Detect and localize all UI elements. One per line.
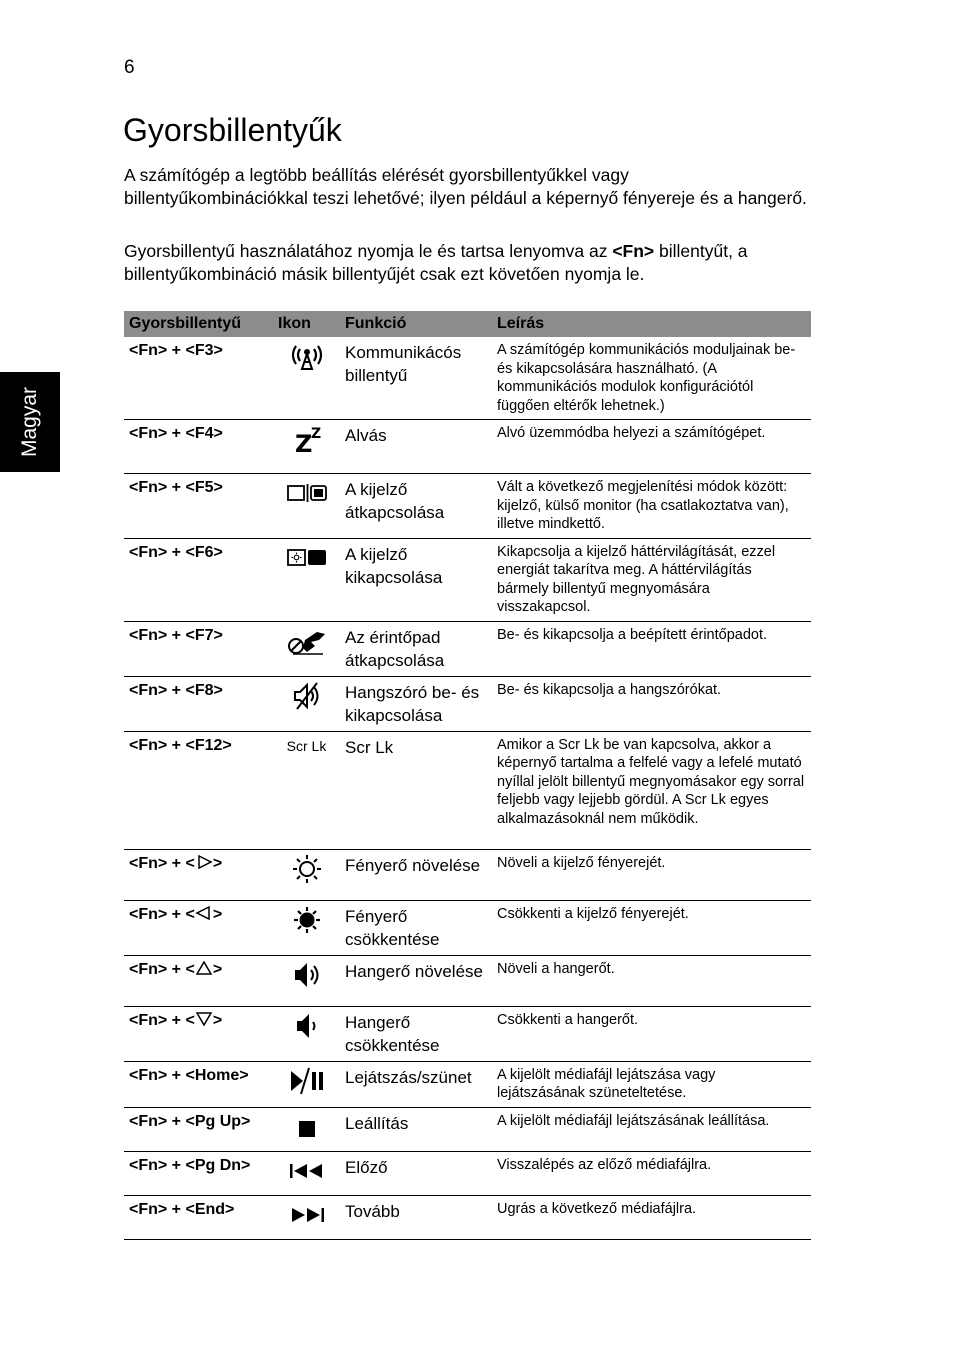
description-cell: Be- és kikapcsolja a beépített érintőpadot.	[492, 621, 811, 676]
function-cell: Fényerő csökkentése	[340, 900, 492, 955]
hotkey-cell: <Fn> + <F8>	[124, 676, 273, 731]
function-cell: Az érintőpad átkapcsolása	[340, 621, 492, 676]
sleep-icon	[287, 424, 327, 454]
table-row	[124, 538, 811, 621]
description-cell: Amikor a Scr Lk be van kapcsolva, akkor a képernyő tartalma a felfelé vagy a lefelé mutató nyíllal jelölt billentyű megnyomásakor egy sorral feljebb vagy lejjebb gördül. A Scr Lk egyes alkalmazásoknál nem működik.	[492, 731, 811, 849]
function-cell: Kommunikácós billentyű	[340, 337, 492, 420]
hotkey-cell: <Fn> + < >	[124, 849, 273, 900]
description-cell: A kijelölt médiafájl lejátszása vagy lejátszásának szüneteltetése.	[492, 1061, 811, 1107]
hotkey-cell: <Fn> + <F12>	[124, 731, 273, 849]
hotkey-cell: <Fn> + <Home>	[124, 1061, 273, 1107]
function-cell: A kijelző kikapcsolása	[340, 538, 492, 621]
hotkey-cell: <Fn> + <End>	[124, 1195, 273, 1239]
speaker-toggle-icon	[287, 681, 327, 711]
table-row	[124, 1195, 811, 1239]
function-cell: Hangszóró be- és kikapcsolása	[340, 676, 492, 731]
hotkey-cell: <Fn> + < >	[124, 955, 273, 1006]
display-off-icon	[287, 543, 327, 573]
down-arrow-icon	[195, 1012, 213, 1026]
table-header-row	[124, 311, 811, 337]
description-cell: A kijelölt médiafájl lejátszásának leállítása.	[492, 1107, 811, 1151]
svg-text:Z: Z	[294, 430, 312, 454]
description-cell: Növeli a hangerőt.	[492, 955, 811, 1006]
hotkey-cell: <Fn> + < >	[124, 900, 273, 955]
table-row	[124, 1006, 811, 1061]
hotkey-cell: <Fn> + <F7>	[124, 621, 273, 676]
page-number: 6	[124, 57, 135, 78]
svg-text:Z: Z	[310, 426, 321, 442]
volume-up-icon	[287, 960, 327, 990]
table-row	[124, 420, 811, 474]
function-cell: Fényerő növelése	[340, 849, 492, 900]
description-cell: Ugrás a következő médiafájlra.	[492, 1195, 811, 1239]
description-cell: Visszalépés az előző médiafájlra.	[492, 1151, 811, 1195]
fn-key-label: <Fn>	[612, 241, 655, 261]
hotkey-cell: <Fn> + <Pg Dn>	[124, 1151, 273, 1195]
display-switch-icon	[287, 478, 327, 508]
table-row	[124, 1151, 811, 1195]
function-cell: Lejátszás/szünet	[340, 1061, 492, 1107]
description-cell: Csökkenti a hangerőt.	[492, 1006, 811, 1061]
description-cell: Csökkenti a kijelző fényerejét.	[492, 900, 811, 955]
table-row	[124, 849, 811, 900]
touchpad-toggle-icon	[287, 626, 327, 656]
header-hotkey: Gyorsbillentyű	[124, 311, 273, 337]
description-cell: A számítógép kommunikációs moduljainak be- és kikapcsolására használható. (A kommunikációs modulok konfigurációtól függően eltérők lehetnek.)	[492, 337, 811, 420]
hotkey-cell: <Fn> + <F5>	[124, 474, 273, 539]
table-row	[124, 621, 811, 676]
table-row	[124, 474, 811, 539]
function-cell: Hangerő csökkentése	[340, 1006, 492, 1061]
brightness-down-icon	[287, 905, 327, 935]
function-cell: Előző	[340, 1151, 492, 1195]
hotkey-cell: <Fn> + <F6>	[124, 538, 273, 621]
description-cell: Kikapcsolja a kijelző háttérvilágítását, ezzel energiát takarítva meg. A háttérvilágítás bármely billentyű megnyomására visszakapcsol.	[492, 538, 811, 621]
function-cell: Scr Lk	[340, 731, 492, 849]
table-row	[124, 900, 811, 955]
instruction-text-after: billentyűt, a billentyűkombináció másik billentyűjét csak ezt követően nyomja le.	[124, 241, 748, 284]
table-row	[124, 1061, 811, 1107]
previous-icon	[287, 1156, 327, 1186]
hotkey-cell: <Fn> + < >	[124, 1006, 273, 1061]
table-row	[124, 731, 811, 849]
description-cell: Növeli a kijelző fényerejét.	[492, 849, 811, 900]
left-arrow-icon	[195, 906, 213, 920]
table-row	[124, 955, 811, 1006]
intro-paragraph: A számítógép a legtöbb beállítás elérését gyorsbillentyűkkel vagy billentyűkombinációkkal teszi lehetővé; ilyen például a képernyő fényereje és a hangerő.	[124, 165, 807, 208]
volume-down-icon	[287, 1011, 327, 1041]
play-pause-icon	[287, 1066, 327, 1096]
table-row	[124, 1107, 811, 1151]
hotkey-table	[124, 311, 811, 1240]
description-cell: Be- és kikapcsolja a hangszórókat.	[492, 676, 811, 731]
scroll-lock-icon: Scr Lk	[286, 737, 327, 754]
instruction-paragraph	[124, 240, 814, 286]
function-cell: Alvás	[340, 420, 492, 474]
function-cell: Tovább	[340, 1195, 492, 1239]
description-cell: Vált a következő megjelenítési módok között: kijelző, külső monitor (ha csatlakoztatva van), illetve mindkettő.	[492, 474, 811, 539]
header-description: Leírás	[492, 311, 811, 337]
right-arrow-icon	[195, 855, 213, 869]
page-title: Gyorsbillentyűk	[123, 112, 342, 148]
instruction-text-before: Gyorsbillentyű használatához nyomja le és tartsa lenyomva az	[124, 241, 613, 261]
language-side-tab	[0, 372, 60, 472]
function-cell: Leállítás	[340, 1107, 492, 1151]
next-icon	[287, 1200, 327, 1230]
brightness-up-icon	[287, 854, 327, 884]
hotkey-cell: <Fn> + <F3>	[124, 337, 273, 420]
hotkey-cell: <Fn> + <Pg Up>	[124, 1107, 273, 1151]
description-cell: Alvó üzemmódba helyezi a számítógépet.	[492, 420, 811, 474]
side-tab-label: Magyar	[18, 386, 41, 458]
hotkey-cell: <Fn> + <F4>	[124, 420, 273, 474]
header-function: Funkció	[340, 311, 492, 337]
table-row	[124, 676, 811, 731]
function-cell: A kijelző átkapcsolása	[340, 474, 492, 539]
up-arrow-icon	[195, 961, 213, 975]
function-cell: Hangerő növelése	[340, 955, 492, 1006]
wireless-icon	[287, 341, 327, 371]
header-icon: Ikon	[273, 311, 340, 337]
stop-icon	[287, 1112, 327, 1142]
table-row	[124, 337, 811, 420]
